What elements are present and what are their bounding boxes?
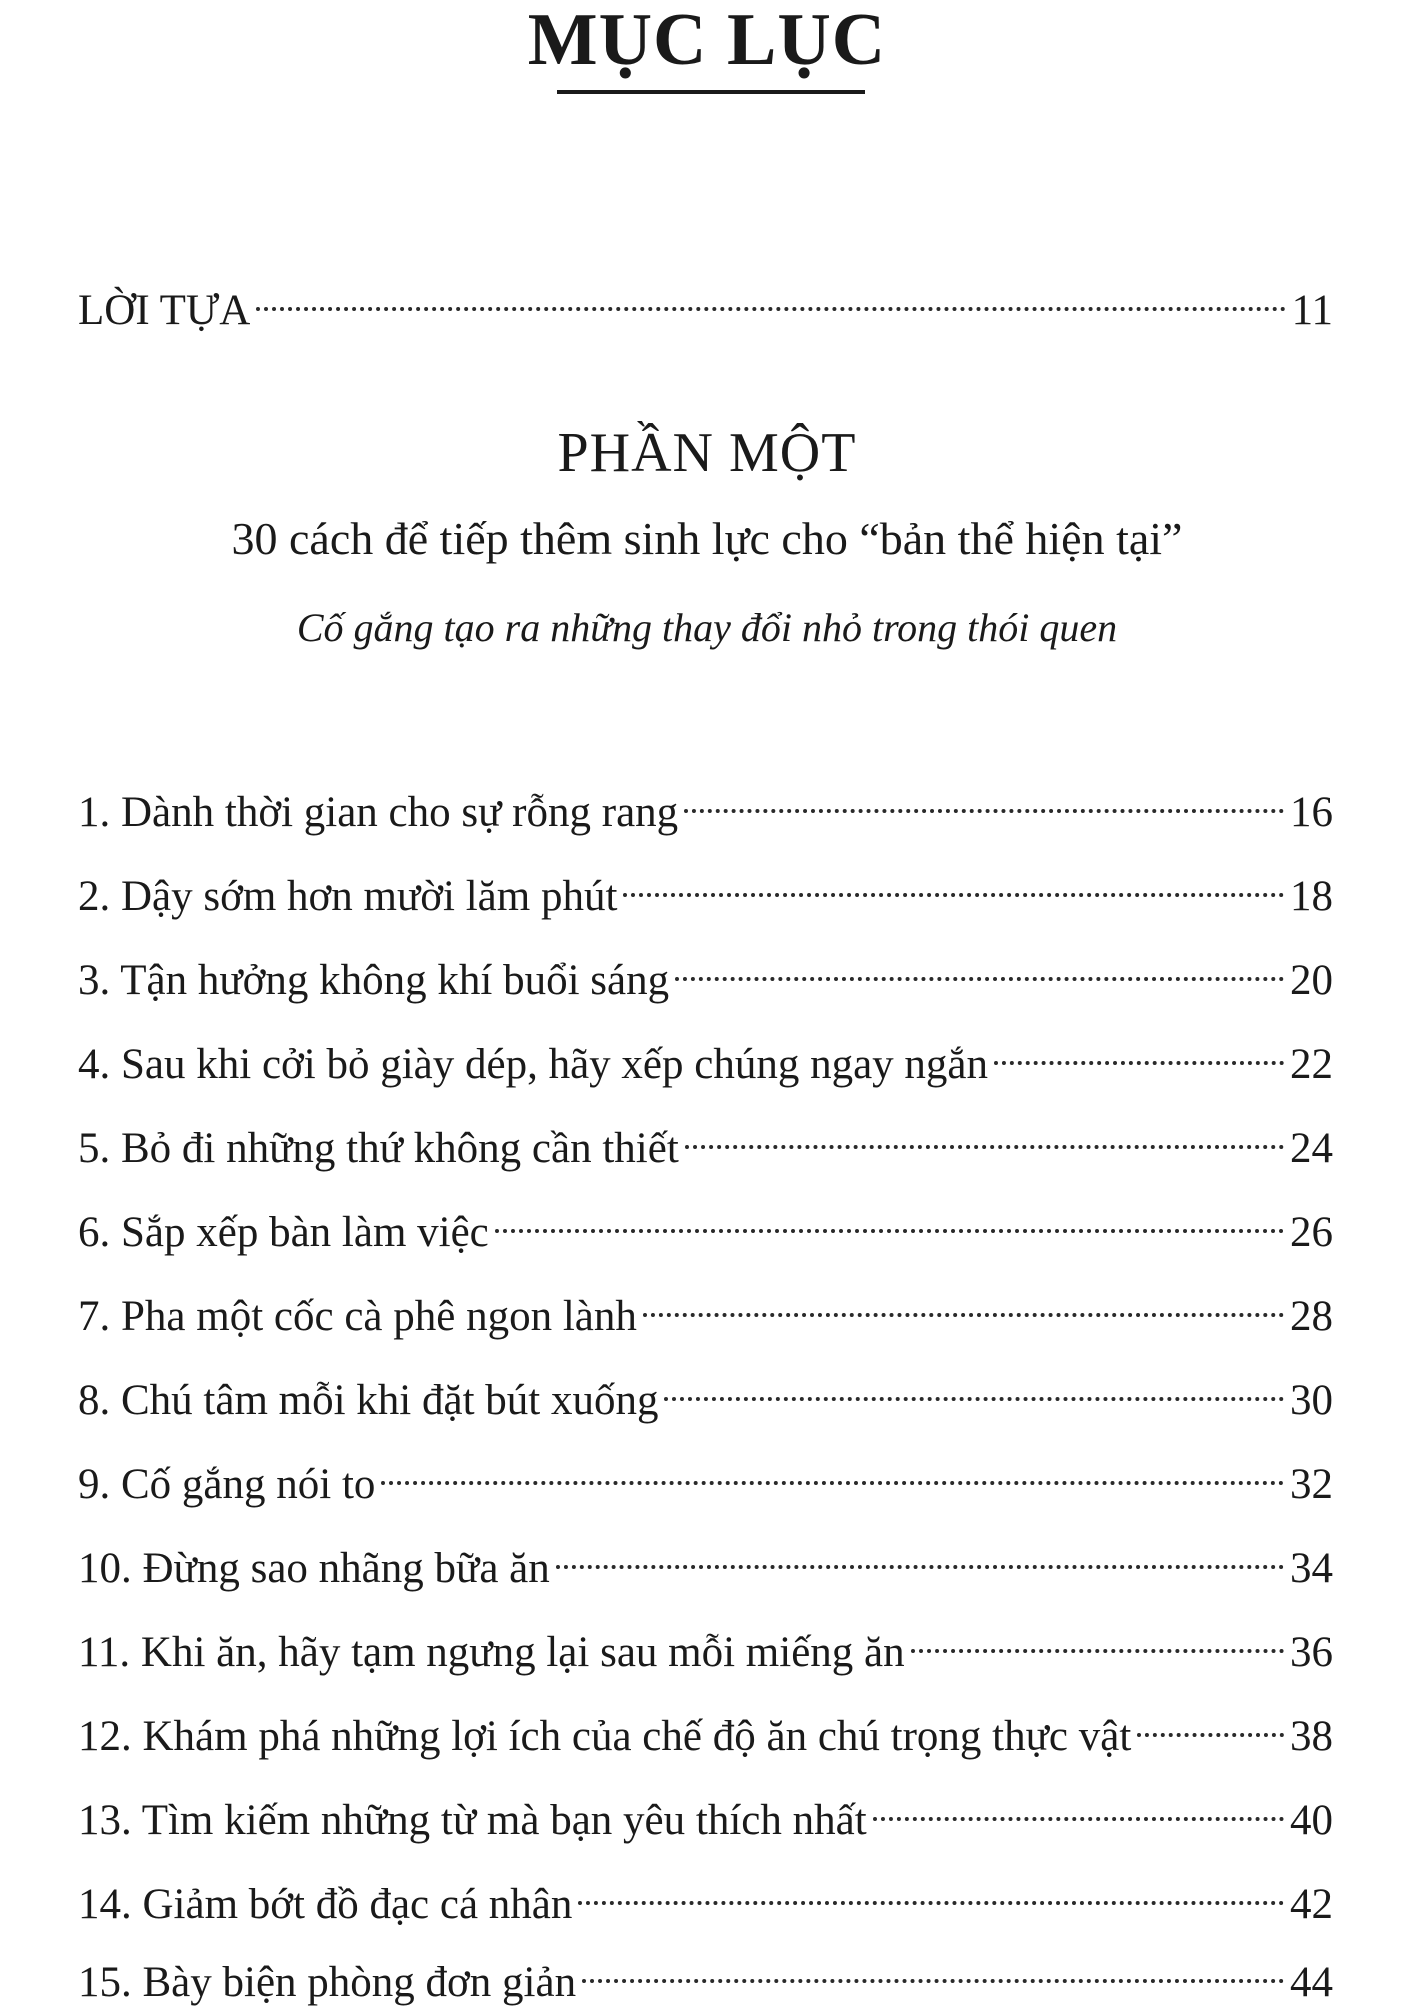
dot-leader [675,938,1284,994]
toc-entry [78,1862,1333,1933]
toc-entry [78,938,1333,1009]
toc-entry-page: 28 [1290,1293,1333,1340]
toc-entry-page: 32 [1290,1461,1333,1508]
toc-entry [78,1358,1333,1429]
toc-entry-label: 6. Sắp xếp bàn làm việc [78,1209,489,1256]
dot-leader [495,1190,1284,1246]
toc-entry [78,1778,1333,1849]
toc-entry-label: 12. Khám phá những lợi ích của chế độ ăn chú trọng thực vật [78,1713,1132,1760]
toc-entry-label: 8. Chú tâm mỗi khi đặt bút xuống [78,1377,659,1424]
dot-leader [664,1358,1284,1414]
toc-entry-page: 24 [1290,1125,1333,1172]
toc-entry-page: 30 [1290,1377,1333,1424]
toc-entry-label: 10. Đừng sao nhãng bữa ăn [78,1545,550,1592]
toc-entry [78,1106,1333,1177]
toc-entry-preface [78,268,1333,339]
toc-entry [78,1694,1333,1765]
toc-entry-page: 38 [1290,1713,1333,1760]
toc-entry-page: 44 [1290,1959,1333,2006]
dot-leader [684,770,1284,826]
toc-entry-page: 40 [1290,1797,1333,1844]
toc-entry [78,1022,1333,1093]
toc-entry [78,1442,1333,1513]
toc-entry-label: 9. Cố gắng nói to [78,1461,376,1508]
dot-leader [643,1274,1284,1330]
dot-leader [623,854,1284,910]
dot-leader [911,1610,1284,1666]
toc-entry [78,1610,1333,1681]
toc-entry [78,854,1333,925]
toc-entry-label: 7. Pha một cốc cà phê ngon lành [78,1293,637,1340]
dot-leader [256,268,1285,324]
toc-entry-label: 1. Dành thời gian cho sự rỗng rang [78,789,679,836]
dot-leader [582,1940,1284,1996]
toc-entry-label: 13. Tìm kiếm những từ mà bạn yêu thích nhất [78,1797,867,1844]
toc-entry-page: 26 [1290,1209,1333,1256]
dot-leader [578,1862,1284,1918]
toc-entry-page: 22 [1290,1041,1333,1088]
toc-entry-label: 15. Bày biện phòng đơn giản [78,1959,577,2006]
toc-entry-label: 4. Sau khi cởi bỏ giày dép, hãy xếp chúng ngay ngắn [78,1041,989,1088]
toc-entry-label: 3. Tận hưởng không khí buổi sáng [78,957,670,1004]
part-title: PHẦN MỘT [557,422,857,484]
toc-entry-label: 5. Bỏ đi những thứ không cần thiết [78,1125,679,1172]
dot-leader [1137,1694,1284,1750]
toc-entry-label: LỜI TỰA [78,287,251,334]
toc-entry [78,770,1333,841]
dot-leader [685,1106,1284,1162]
toc-entry-label: 14. Giảm bớt đồ đạc cá nhân [78,1881,573,1928]
toc-entry [78,1526,1333,1597]
part-subtitle: 30 cách để tiếp thêm sinh lực cho “bản thể hiện tại” [231,513,1183,564]
toc-entry-page: 20 [1290,957,1333,1004]
dot-leader [873,1778,1284,1834]
title-underline [557,90,865,94]
toc-entry [78,1274,1333,1345]
dot-leader [381,1442,1284,1498]
part-tagline: Cố gắng tạo ra những thay đổi nhỏ trong thói quen [296,605,1118,650]
toc-entry [78,1190,1333,1261]
dot-leader [994,1022,1284,1078]
toc-entry-page: 11 [1291,287,1333,334]
toc-entry-page: 36 [1290,1629,1333,1676]
toc-entry-page: 42 [1290,1881,1333,1928]
toc-entry-label: 2. Dậy sớm hơn mười lăm phút [78,873,618,920]
toc-entry-label: 11. Khi ăn, hãy tạm ngưng lại sau mỗi miếng ăn [78,1629,905,1676]
page-title: MỤC LỤC [527,0,887,81]
toc-entry-page: 34 [1290,1545,1333,1592]
toc-entry-page: 16 [1290,789,1333,836]
toc-entry [78,1940,1333,2011]
dot-leader [556,1526,1284,1582]
toc-entry-page: 18 [1290,873,1333,920]
